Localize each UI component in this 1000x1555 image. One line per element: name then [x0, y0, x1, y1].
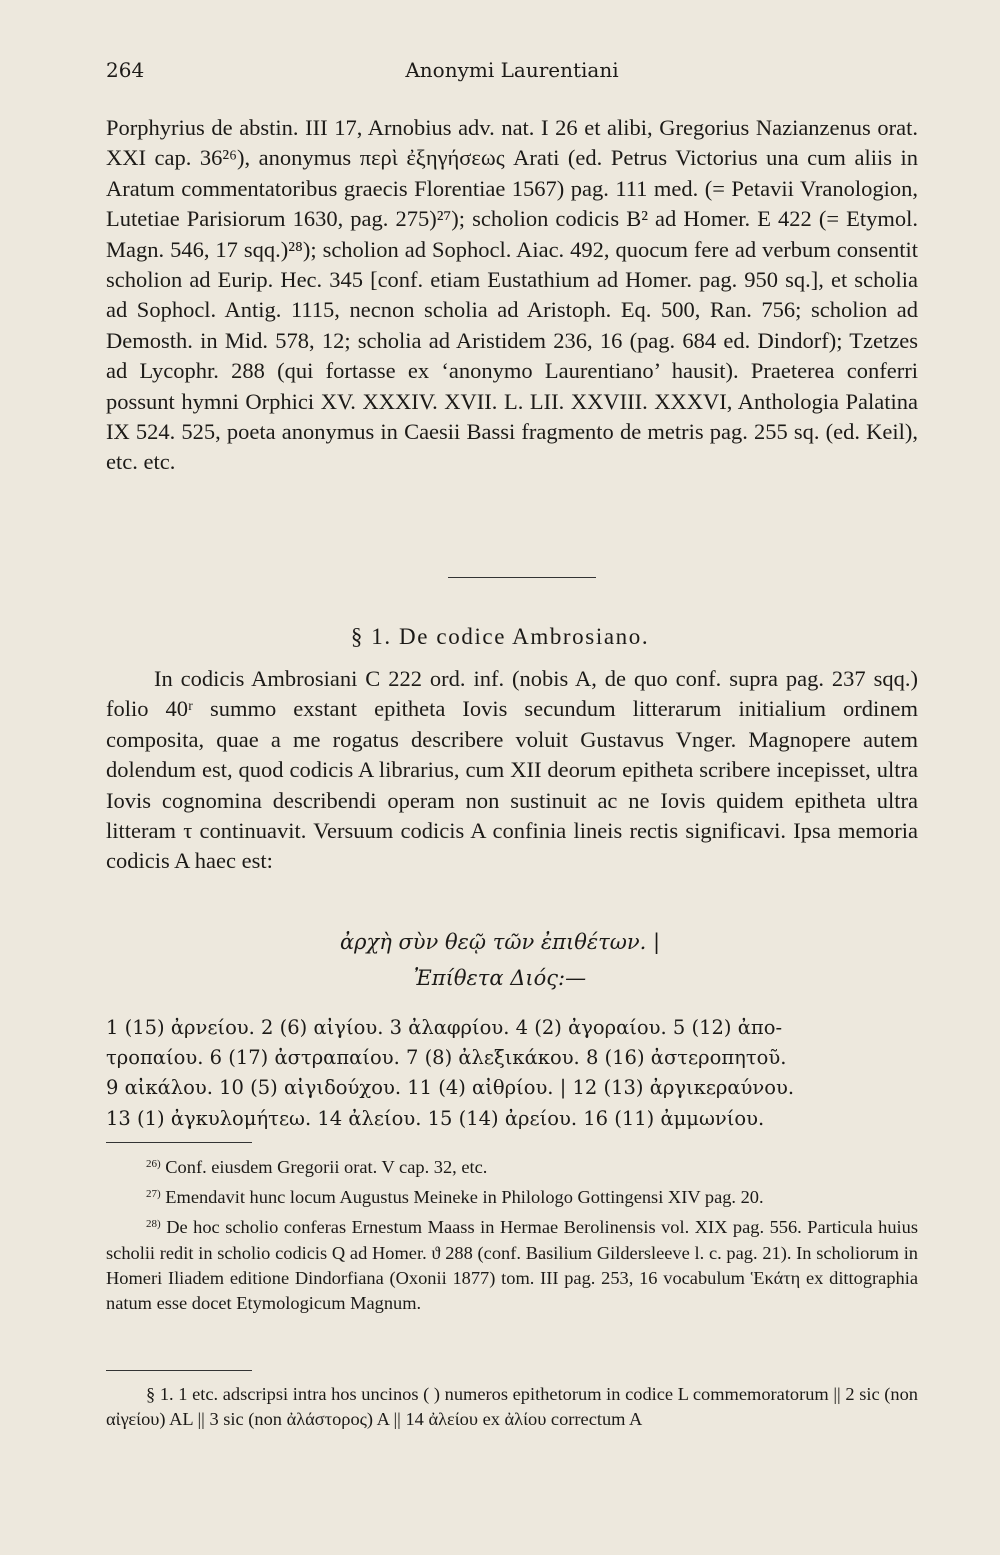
- apparatus-divider: [106, 1370, 252, 1371]
- footnote-divider: [106, 1142, 252, 1143]
- running-header: [106, 58, 918, 86]
- section-title: § 1. De codice Ambrosiano.: [350, 624, 650, 649]
- page-number: 264: [106, 58, 145, 82]
- epitheta-line: 13 (1) ἀγκυλομήτεω. 14 ἀλείου. 15 (14) ἀρείου. 16 (11) ἀμμωνίου.: [106, 1106, 765, 1130]
- greek-heading-1: ἀρχὴ σὺν θεῷ τῶν ἐπιθέτων. |: [339, 930, 661, 954]
- footnotes: [106, 1152, 918, 1318]
- footnote-marker: 26): [146, 1158, 161, 1170]
- footnote-marker: 28): [146, 1218, 161, 1231]
- critical-apparatus: [106, 1382, 918, 1432]
- main-text: In codicis Ambrosiani C 222 ord. inf. (nobis A, de quo conf. supra pag. 237 sqq.) folio 40ʳ summo exstant epitheta Iovis secundum litterarum initialium ordinem composita, quae a me rogatus describere voluit Gustavus Vnger. Magnopere autem dolendum est, quod codicis A librarius, cum XII deorum epitheta scribere incepisset, ultra Iovis cognomina describendi operam non sustinuit ac ne Iovis quidem epitheta ultra litteram τ continuavit. Versuum codicis A confinia lineis rectis significavi. Ipsa memoria codicis A haec est:: [106, 666, 918, 874]
- footnote: [106, 1212, 918, 1316]
- main-paragraph: [106, 664, 918, 877]
- footnote: [106, 1182, 918, 1210]
- footnote: [106, 1152, 918, 1180]
- footnote-marker: 27): [146, 1188, 161, 1201]
- section-divider: [448, 577, 596, 578]
- epitheta-line: 9 αἰκάλου. 10 (5) αἰγιδούχου. 11 (4) αἰθρίου. | 12 (13) ἀργικεραύνου.: [106, 1076, 795, 1100]
- intro-text: Porphyrius de abstin. III 17, Arnobius adv. nat. I 26 et alibi, Gregorius Nazianzenus orat. XXI cap. 36²⁶), anonymus περὶ ἐξηγήσεως Arati (ed. Petrus Victorius una cum aliis in Aratum commentatoribus graecis Florentiae 1567) pag. 111 med. (= Petavii Vranologion, Lutetiae Parisiorum 1630, pag. 275)²⁷); scholion codicis B² ad Homer. E 422 (= Etymol. Magn. 546, 17 sqq.)²⁸); scholion ad Sophocl. Aiac. 492, quocum fere ad verbum consentit scholion ad Eurip. Hec. 345 [conf. etiam Eustathium ad Homer. pag. 950 sq.], et scholia ad Sophocl. Antig. 1115, necnon scholia ad Aristoph. Eq. 500, Ran. 756; scholion ad Demosth. in Mid. 578, 12; scholia ad Aristidem 236, 16 (pag. 684 ed. Dindorf); Tzetzes ad Lycophr. 288 (qui fortasse ex ‘anonymo Laurentiano’ hausit). Praeterea conferri possunt hymni Orphici XV. XXXIV. XVII. L. LII. XXVIII. XXXVI, Anthologia Palatina IX 524. 525, poeta anonymus in Caesii Bassi fragmento de metris pag. 255 sq. (ed. Keil), etc. etc.: [106, 115, 918, 475]
- intro-paragraph: [106, 113, 918, 478]
- footnote-text: Conf. eiusdem Gregorii orat. V cap. 32, etc.: [165, 1157, 488, 1177]
- running-title: Anonymi Laurentiani: [405, 58, 619, 82]
- apparatus-text: § 1. 1 etc. adscripsi intra hos uncinos ( ) numeros epithetorum in codice L commemoratorum || 2 sic (non αἰγείου) AL || 3 sic (non ἀλάστορος) A || 14 ἀλείου ex ἀλίου correctum A: [106, 1384, 918, 1429]
- footnote-text: De hoc scholio conferas Ernestum Maass in Hermae Berolinensis vol. XIX pag. 556. Particula huius scholii redit in scholio codicis Q ad Homer. ϑ 288 (conf. Basilium Gildersleeve l. c. pag. 21). In scholiorum in Homeri Iliadem editione Dindorfiana (Oxonii 1877) tom. III pag. 253, 16 vocabulum Ἑκάτη ex dittographia natum esse docet Etymologicum Magnum.: [106, 1217, 918, 1314]
- greek-heading-2: Ἐπίθετα Διός:—: [413, 966, 587, 990]
- footnote-text: Emendavit hunc locum Augustus Meineke in Philologo Gottingensi XIV pag. 20.: [165, 1187, 764, 1208]
- epitheta-line: 1 (15) ἀρνείου. 2 (6) αἰγίου. 3 ἀλαφρίου. 4 (2) ἀγοραίου. 5 (12) ἀπο-: [106, 1016, 783, 1039]
- epitheta-line: τροπαίου. 6 (17) ἀστραπαίου. 7 (8) ἀλεξικάκου. 8 (16) ἀστεροπητοῦ.: [106, 1046, 787, 1070]
- epitheta-list: [106, 1013, 918, 1134]
